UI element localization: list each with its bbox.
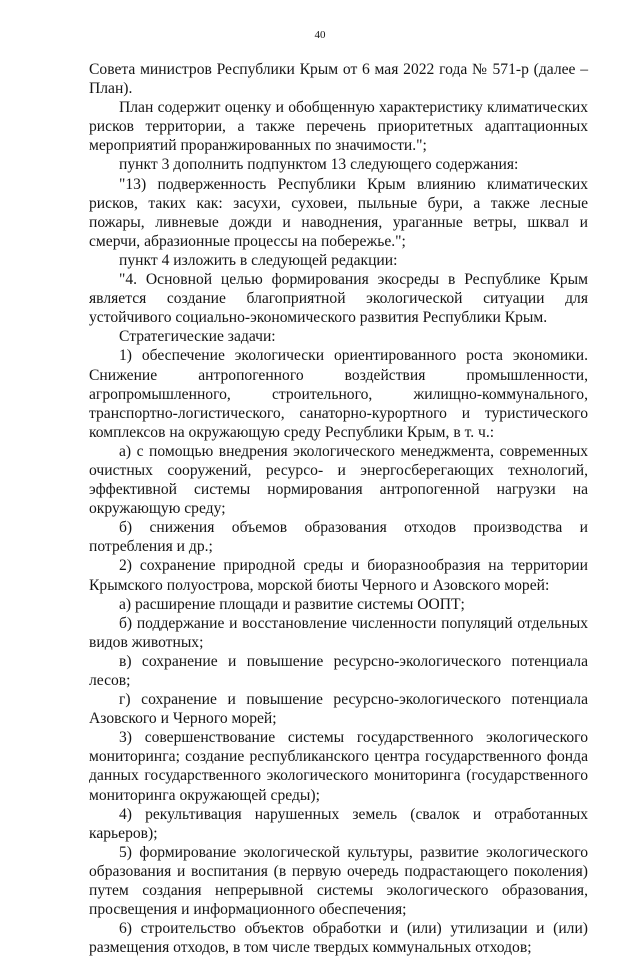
- list-item-task-1: 1) обеспечение экологически ориентированного роста экономики. Снижение антропогенного воздействия промышленности, агропромышленного, строительного, жилищно-коммунального, транспортно-логистического, санаторно-курортного и туристического комплексов на окружающую среду Республики Крым, в т. ч.:: [89, 347, 588, 441]
- paragraph-plan-continuation: Совета министров Республики Крым от 6 мая 2022 года № 571-р (далее – План).: [89, 61, 588, 98]
- list-item-task-6: 6) строительство объектов обработки и (или) утилизации и (или) размещения отходов, в том числе твердых коммунальных отходов;: [89, 920, 588, 957]
- list-item-task-3: 3) совершенствование системы государственного экологического мониторинга; создание республиканского центра государственного фонда данных государственного экологического мониторинга (государственного мониторинга окружающей среды);: [89, 729, 588, 804]
- paragraph-subpoint-13: "13) подверженность Республики Крым влиянию климатических рисков, таких как: засухи, суховеи, пыльные бури, а также лесные пожары, ливневые дожди и наводнения, ураганные ветры, шквал и смерчи, абразионные процессы на побережье.";: [89, 175, 588, 250]
- paragraph-main-goal: "4. Основной целью формирования экосреды в Республике Крым является создание благоприятной экологической ситуации для устойчивого социально-экономического развития Республики Крым.: [89, 271, 588, 327]
- paragraph-plan-content: План содержит оценку и обобщенную характеристику климатических рисков территории, а также перечень приоритетных адаптационных мероприятий проранжированных по значимости.";: [89, 99, 588, 155]
- list-item-task-5: 5) формирование экологической культуры, развитие экологического образования и воспитания (в первую очередь подрастающего поколения) путем создания непрерывной системы экологического образования, просвещения и информационного обеспечения;: [89, 843, 588, 919]
- document-body: [89, 60, 588, 957]
- list-item-task-1a: а) с помощью внедрения экологического менеджмента, современных очистных сооружений, ресурсо- и энергосберегающих технологий, эффективной системы нормирования антропогенной нагрузки на окружающую среду;: [89, 442, 588, 518]
- paragraph-amend-point-3: пункт 3 дополнить подпунктом 13 следующего содержания:: [119, 156, 519, 174]
- list-item-task-2: 2) сохранение природной среды и биоразнообразия на территории Крымского полуострова, морской биоты Черного и Азовского морей:: [89, 557, 588, 594]
- list-item-task-2b: б) поддержание и восстановление численности популяций отдельных видов животных;: [89, 614, 588, 651]
- list-item-task-4: 4) рекультивация нарушенных земель (свалок и отработанных карьеров);: [89, 805, 588, 842]
- page-number: 40: [314, 29, 326, 41]
- paragraph-strategic-tasks-heading: Стратегические задачи:: [119, 328, 276, 346]
- paragraph-amend-point-4: пункт 4 изложить в следующей редакции:: [119, 251, 398, 269]
- list-item-task-1b: б) снижения объемов образования отходов производства и потребления и др.;: [89, 519, 588, 556]
- list-item-task-2a: а) расширение площади и развитие системы ООПТ;: [119, 595, 465, 613]
- list-item-task-2v: в) сохранение и повышение ресурсно-экологического потенциала лесов;: [89, 652, 588, 689]
- list-item-task-2g: г) сохранение и повышение ресурсно-экологического потенциала Азовского и Черного морей;: [89, 691, 588, 728]
